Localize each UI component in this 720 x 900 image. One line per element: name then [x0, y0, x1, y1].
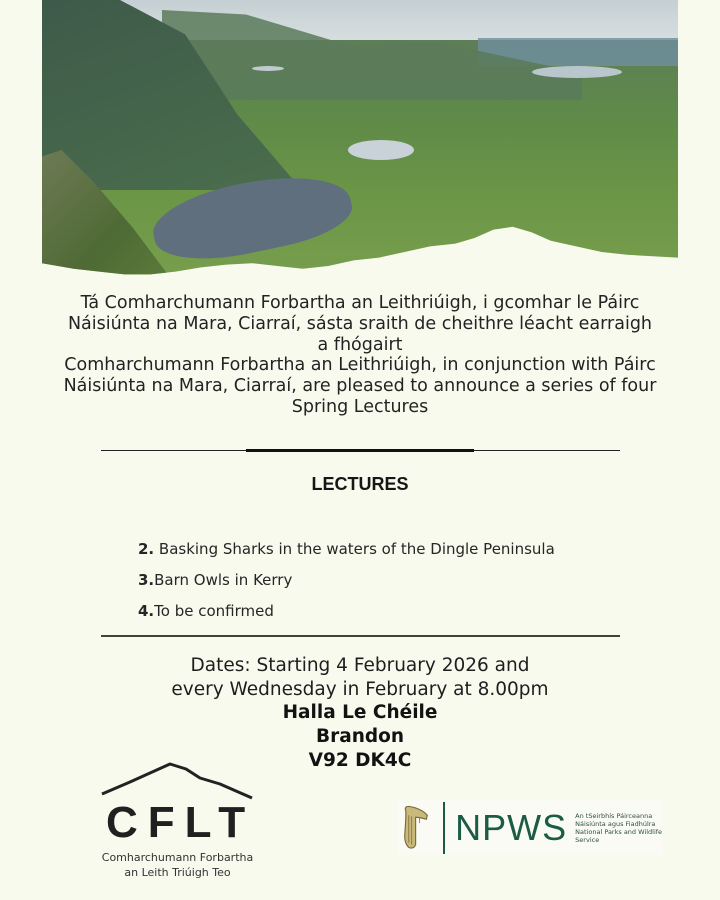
dates-line1: Dates: Starting 4 February 2026 and: [190, 655, 530, 676]
npws-logo: [398, 800, 663, 855]
cflt-logo: [100, 760, 255, 880]
list-item: [138, 538, 555, 569]
list-item: [138, 600, 555, 631]
dates-text: [0, 654, 720, 702]
photo-lake: [348, 140, 414, 160]
cflt-subtitle-line1: Comharchumann Forbartha: [101, 851, 254, 864]
item-number: 3.: [138, 571, 155, 589]
item-title: Barn Owls in Kerry: [154, 571, 293, 589]
intro-english: Comharchumann Forbartha an Leithriúigh, in conjunction with Páirc Náisiúnta na Mara, Ciarraí, are pleased to announce a series of four Spring Lectures: [63, 355, 657, 417]
npws-desc-line: An tSeirbhís Páirceanna: [575, 811, 653, 820]
lectures-heading: LECTURES: [311, 474, 409, 494]
item-number: 2.: [138, 540, 155, 558]
mountain-icon: [100, 760, 255, 802]
venue-name: Halla Le Chéile: [282, 702, 438, 723]
harp-icon: [400, 803, 431, 853]
lectures-list: [138, 538, 555, 631]
item-title: Basking Sharks in the waters of the Dingle Peninsula: [154, 540, 555, 558]
npws-divider: [443, 802, 445, 854]
item-title: To be confirmed: [154, 602, 274, 620]
cflt-subtitle: [100, 850, 255, 880]
divider: [101, 635, 620, 637]
cflt-wordmark: CFLT: [106, 798, 256, 847]
photo-lake: [252, 66, 284, 71]
venue-eircode: V92 DK4C: [308, 750, 412, 771]
item-number: 4.: [138, 602, 155, 620]
npws-desc-line: National Parks and Wildlife: [575, 827, 663, 836]
photo-lake: [532, 66, 622, 78]
intro-irish: Tá Comharchumann Forbartha an Leithriúigh, i gcomhar le Páirc Náisiúnta na Mara, Ciarraí, sásta sraith de cheithre léacht earraigh a fhógairt: [67, 293, 653, 355]
venue-place: Brandon: [315, 726, 404, 747]
npws-wordmark: NPWS: [455, 806, 568, 848]
intro-text: [60, 293, 660, 418]
npws-desc-line: Náisiúnta agus Fiadhúlra: [575, 819, 656, 828]
list-item: [138, 569, 555, 600]
hero-landscape-photo: [42, 0, 678, 280]
npws-desc-line: Service: [575, 835, 600, 844]
npws-description: [575, 812, 663, 844]
dates-line2: every Wednesday in February at 8.00pm: [171, 679, 549, 700]
divider-accent: [246, 449, 474, 452]
cflt-subtitle-line2: an Leith Triúigh Teo: [124, 866, 231, 879]
